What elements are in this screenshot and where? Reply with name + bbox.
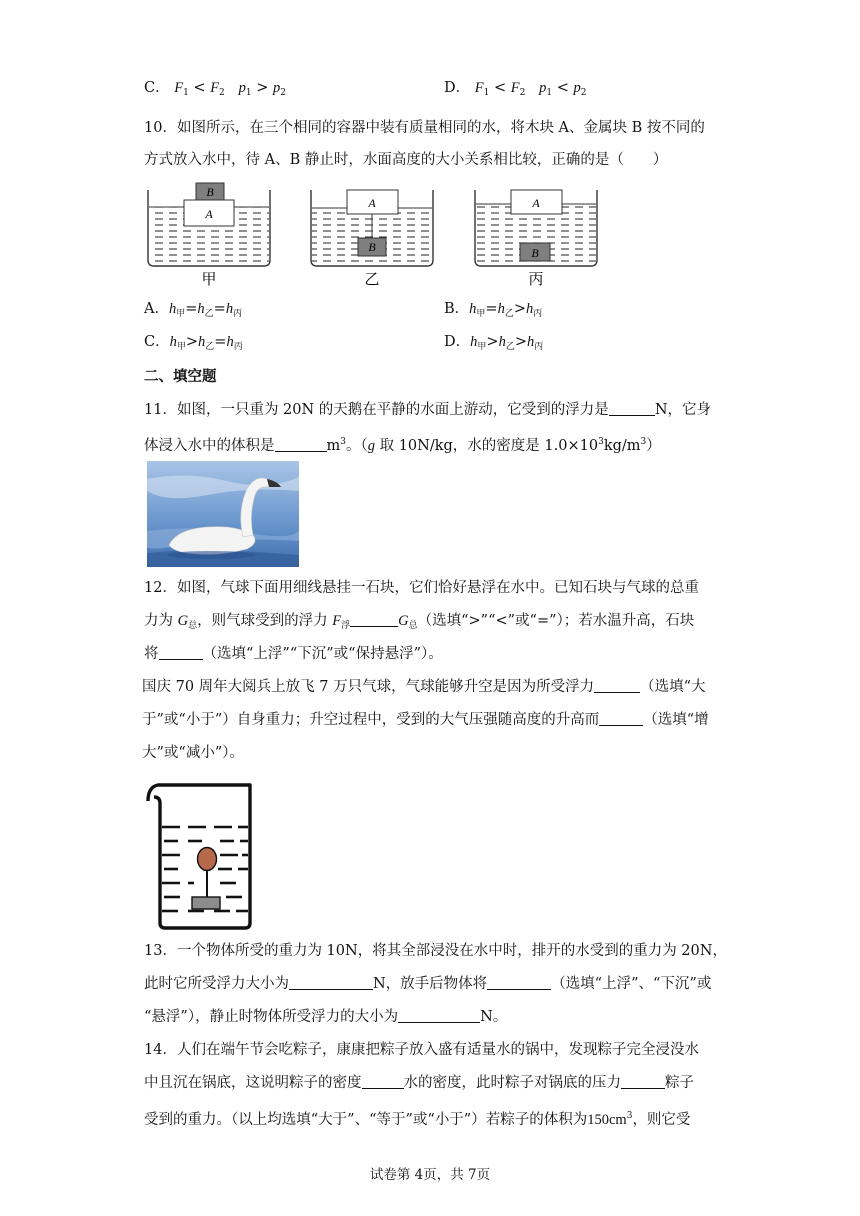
q12-line-4: 国庆 70 周年大阅兵上放飞 7 万只气球，气球能够升空是因为所受浮力 （选填“大 xyxy=(142,679,706,695)
q14-line-3: 受到的重力。（以上均选填“大于”、“等于”或“小于”）若粽子的体积为$150cm^3$，则它受 xyxy=(144,1111,691,1128)
container-yi xyxy=(311,190,433,288)
q10-option-a: A．$h_甲=h_乙=h_丙$ xyxy=(144,301,243,319)
q12-blank-3 xyxy=(594,678,640,693)
page-footer: 试卷第 4页，共 7页 xyxy=(369,1167,491,1183)
container-jia xyxy=(148,183,270,288)
block-a-jia-label: A xyxy=(205,207,213,221)
block-b-jia-label: B xyxy=(206,185,214,199)
q14-blank-1 xyxy=(362,1074,404,1089)
q11-blank-1 xyxy=(609,401,655,416)
q13-line-1: 13．一个物体所受的重力为 10N，将其全部浸没在水中时，排开的水受到的重力为 20N， xyxy=(144,943,727,959)
beaker-figure xyxy=(144,781,260,931)
q9-option-c: C． $F_1 < F_2$ $p_1 > p_2$ xyxy=(144,80,286,98)
q12-line-6: 大”或“减小”）。 xyxy=(142,745,244,761)
q13-line-3: “悬浮”），静止时物体所受浮力的大小为 N。 xyxy=(144,1009,508,1025)
q13-blank-1 xyxy=(289,975,373,990)
q11-line-1: 11．如图，一只重为 20N 的天鹅在平静的水面上游动，它受到的浮力是 N，它身 xyxy=(144,402,711,418)
q12-line-1: 12．如图，气球下面用细线悬挂一石块，它们恰好悬浮在水中。已知石块与气球的总重 xyxy=(144,580,699,596)
q12-blank-1 xyxy=(350,612,398,627)
q11-blank-2 xyxy=(275,437,327,452)
q10-line-2: 方式放入水中，待 A、B 静止时，水面高度的大小关系相比较，正确的是（ ） xyxy=(144,152,668,168)
q12-blank-2 xyxy=(159,645,203,660)
q10-option-b: B．$h_甲=h_乙>h_丙$ xyxy=(444,301,543,319)
q10-option-c: C．$h_甲>h_乙=h_丙$ xyxy=(144,334,243,352)
label-bing: 丙 xyxy=(528,270,544,288)
label-jia: 甲 xyxy=(201,270,217,288)
block-b-bing-label: B xyxy=(531,246,539,260)
q12-line-5: 于”或“小于”）自身重力；升空过程中，受到的大气压强随高度的升高而 （选填“增 xyxy=(142,712,709,728)
q12-blank-4 xyxy=(599,711,643,726)
q13-line-2: 此时它所受浮力大小为 N，放手后物体将 （选填“上浮”、“下沉”或 xyxy=(144,976,712,992)
block-a-yi-label: A xyxy=(368,196,376,210)
block-a-bing-label: A xyxy=(532,196,540,210)
q14-line-2: 中且沉在锅底，这说明粽子的密度 水的密度，此时粽子对锅底的压力 粽子 xyxy=(144,1075,694,1091)
q13-blank-3 xyxy=(398,1008,480,1023)
label-yi: 乙 xyxy=(364,270,380,288)
q10-option-d: D．$h_甲>h_乙>h_丙$ xyxy=(444,334,544,352)
balloon xyxy=(198,848,217,871)
swan-photo xyxy=(147,461,299,567)
block-b-yi-label: B xyxy=(368,240,376,254)
section-title-fill-in: 二、填空题 xyxy=(144,368,217,385)
q10-line-1: 10．如图所示，在三个相同的容器中装有质量相同的水，将木块 A、金属块 B 按不同的 xyxy=(144,120,705,136)
container-bing xyxy=(475,190,597,288)
q13-blank-2 xyxy=(487,975,551,990)
q9-option-d: D． $F_1 < F_2$ $p_1 < p_2$ xyxy=(444,80,587,98)
q12-line-2: 力为 $G_总$，则气球受到的浮力 $F_浮$ $G_总$（选填“>”“<”或“=”）；若水温升高，石块 xyxy=(144,613,695,631)
stone xyxy=(192,897,220,909)
q14-line-1: 14．人们在端午节会吃粽子，康康把粽子放入盛有适量水的锅中，发现粽子完全浸没水 xyxy=(144,1042,699,1058)
q14-blank-2 xyxy=(621,1074,665,1089)
q11-line-2: 体浸入水中的体积是 $m^3$。（g 取 10N/kg，水的密度是 $1.0\times 10^3kg/m^3$） xyxy=(144,437,661,454)
q12-line-3: 将 （选填“上浮”“下沉”或“保持悬浮”）。 xyxy=(144,646,443,662)
q10-figure xyxy=(140,180,610,290)
